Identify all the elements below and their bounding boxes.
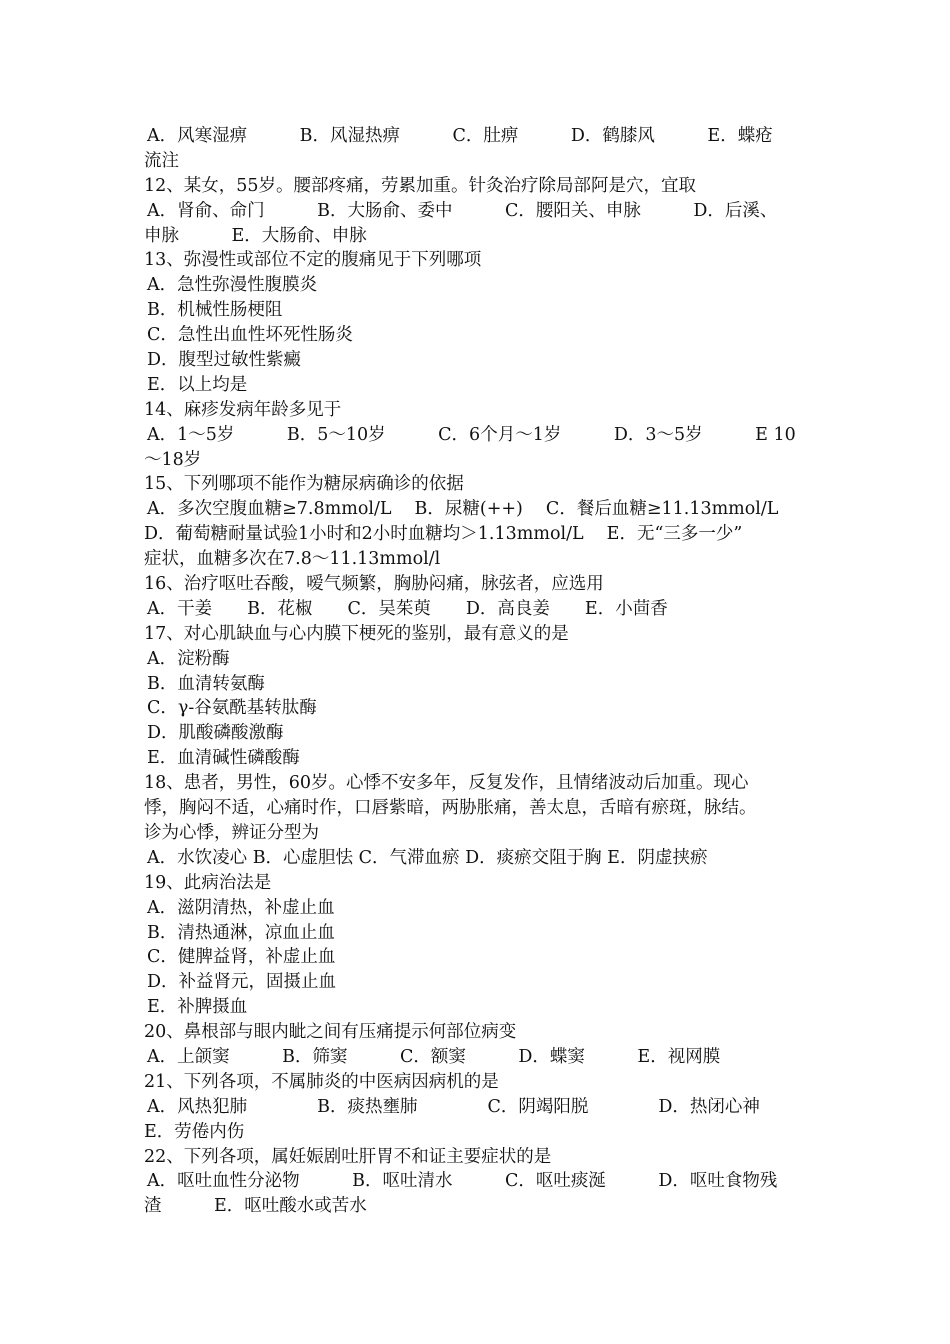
question-line: 12、某女，55岁。腰部疼痛，劳累加重。针灸治疗除局部阿是穴，宜取 [144, 175, 697, 196]
option-line: C．γ-谷氨酰基转肽酶 [147, 698, 317, 719]
option-line: A．急性弥漫性腹膜炎 [147, 275, 318, 296]
option-line: D．腹型过敏性紫癜 [147, 350, 302, 371]
question-line: 19、此病治法是 [144, 872, 272, 893]
continuation-line: 悸，胸闷不适，心痛时作，口唇紫暗，两胁胀痛，善太息，舌暗有瘀斑，脉结。 [144, 798, 757, 819]
continuation-line: 流注 [144, 150, 179, 171]
question-line: 14、麻疹发病年龄多见于 [144, 399, 342, 420]
question-line: 22、下列各项，属妊娠剧吐肝胃不和证主要症状的是 [144, 1146, 552, 1167]
option-line: C．健脾益肾，补虚止血 [147, 947, 336, 968]
option-line: B．机械性肠梗阻 [147, 300, 283, 321]
option-line: A．肾俞、命门 B．大肠俞、委中 C．腰阳关、申脉 D．后溪、 [147, 200, 778, 221]
option-line: A．风热犯肺 B．痰热壅肺 C．阴竭阳脱 D．热闭心神 [147, 1096, 760, 1117]
option-line: A．水饮凌心 B．心虚胆怯 C．气滞血瘀 D．痰瘀交阻于胸 E．阴虚挟瘀 [147, 847, 708, 868]
document-body [144, 124, 824, 1219]
option-line: B．清热通淋，凉血止血 [147, 922, 335, 943]
continuation-line: D．葡萄糖耐量试验1小时和2小时血糖均＞1.13mmol/L E．无“三多一少” [144, 524, 743, 545]
continuation-line: 症状，血糖多次在7.8～11.13mmol/l [144, 549, 441, 570]
option-line: A．呕吐血性分泌物 B．呕吐清水 C．呕吐痰涎 D．呕吐食物残 [147, 1171, 778, 1192]
question-line: 18、患者，男性，60岁。心悸不安多年，反复发作，且情绪波动后加重。现心 [144, 773, 749, 794]
option-line: A．上颌窦 B．筛窦 C．额窦 D．蝶窦 E．视网膜 [147, 1046, 721, 1067]
option-line: A．风寒湿痹 B．风湿热痹 C．肚痹 D．鹤膝风 E．蝶疮 [147, 126, 773, 146]
continuation-line: E．劳倦内伤 [144, 1121, 245, 1142]
option-line: A．多次空腹血糖≥7.8mmol/L B．尿糖(++) C．餐后血糖≥11.13mmol/L [147, 499, 779, 520]
question-line: 15、下列哪项不能作为糖尿病确诊的依据 [144, 474, 464, 495]
question-line: 16、治疗呕吐吞酸，嗳气频繁，胸胁闷痛，脉弦者，应选用 [144, 574, 604, 595]
option-line: B．血清转氨酶 [147, 673, 265, 694]
question-line: 20、鼻根部与眼内眦之间有压痛提示何部位病变 [144, 1022, 517, 1043]
option-line: A．淀粉酶 [147, 648, 230, 669]
continuation-line: ～18岁 [144, 449, 202, 470]
option-line: E．血清碱性磷酸酶 [147, 748, 300, 769]
question-line: 21、下列各项，不属肺炎的中医病因病机的是 [144, 1071, 499, 1092]
option-line: D．补益肾元，固摄止血 [147, 972, 337, 993]
continuation-line: 渣 E．呕吐酸水或苦水 [144, 1196, 367, 1217]
option-line: A．干姜 B．花椒 C．吴茱萸 D．高良姜 E．小茴香 [147, 598, 668, 619]
option-line: E．补脾摄血 [147, 997, 248, 1018]
option-line: E．以上均是 [147, 374, 248, 395]
question-line: 17、对心肌缺血与心内膜下梗死的鉴别，最有意义的是 [144, 623, 569, 644]
option-line: C．急性出血性坏死性肠炎 [147, 325, 353, 346]
continuation-line: 申脉 E．大肠俞、申脉 [144, 225, 367, 246]
option-line: A．1～5岁 B．5～10岁 C．6个月～1岁 D．3～5岁 E 10 [147, 424, 796, 445]
question-line: 13、弥漫性或部位不定的腹痛见于下列哪项 [144, 250, 482, 271]
option-line: A．滋阴清热，补虚止血 [147, 897, 335, 918]
continuation-line: 诊为心悸，辨证分型为 [144, 822, 319, 843]
option-line: D．肌酸磷酸激酶 [147, 723, 284, 744]
